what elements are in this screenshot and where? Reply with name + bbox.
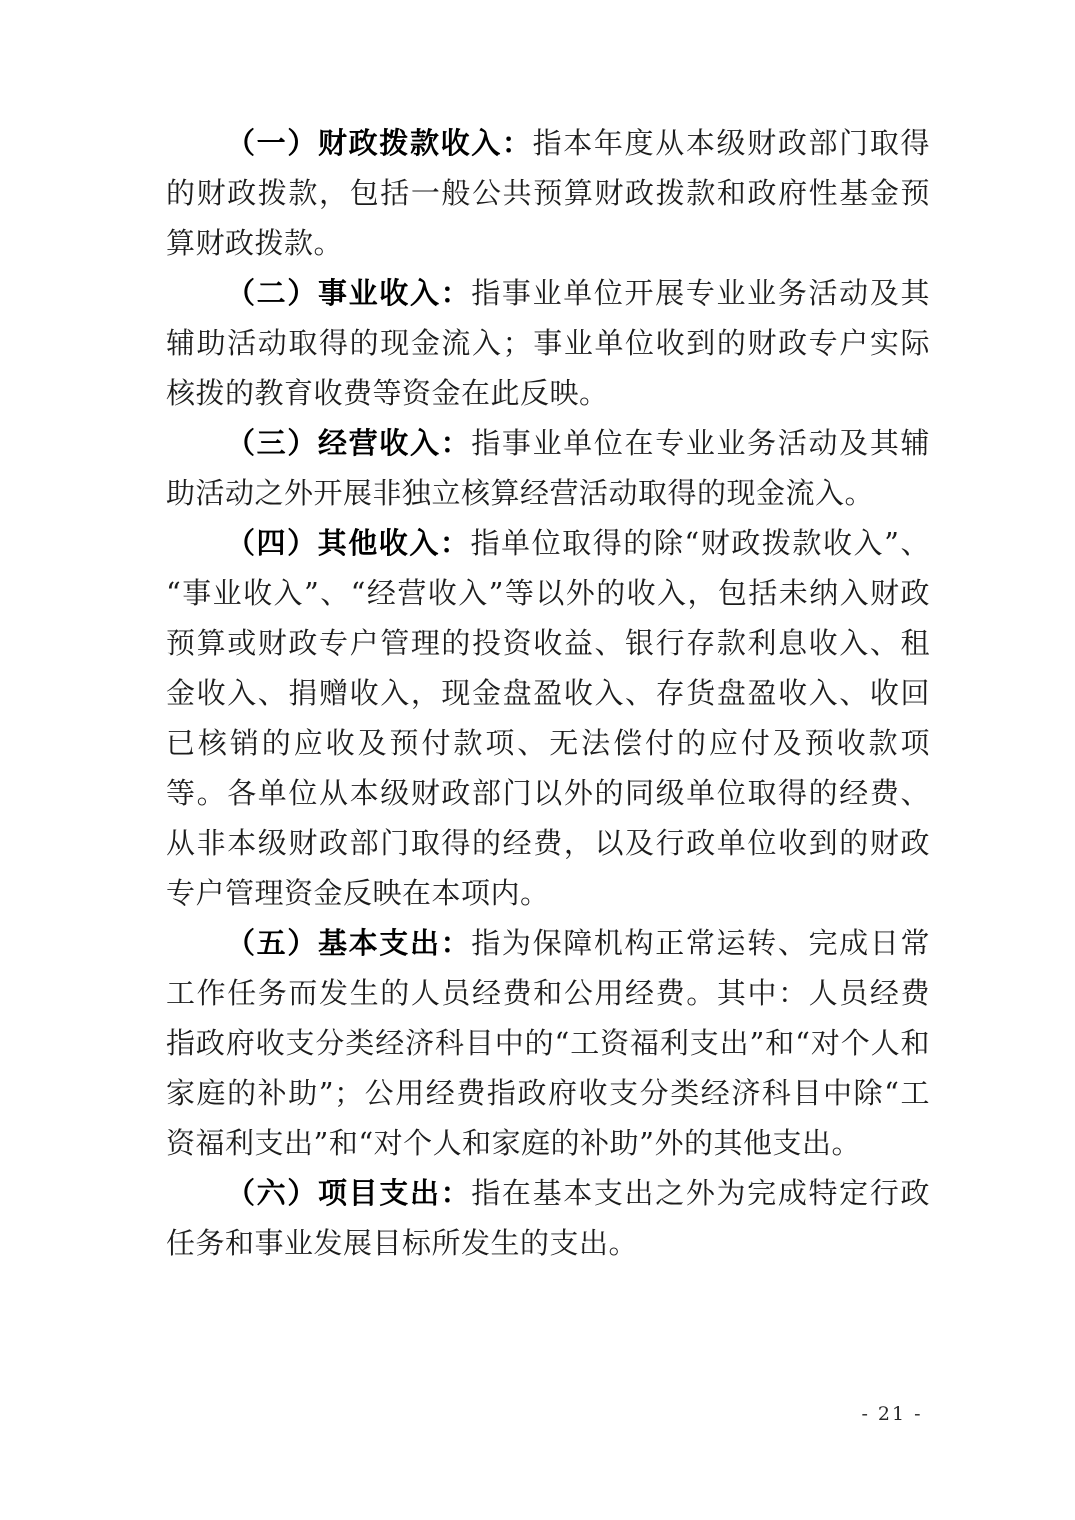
paragraph-fiscal-appropriation-income <box>166 118 930 268</box>
paragraph-body: 指事业单位开展专业业务活动及其辅助活动取得的现金流入；事业单位收到的财政专户实际核拨的教育收费等资金在此反映。 <box>166 276 930 410</box>
paragraph-heading: （三）经营收入： <box>226 426 472 460</box>
paragraph-project-expenditure <box>166 1168 930 1268</box>
paragraph-basic-expenditure <box>166 918 930 1168</box>
paragraph-heading: （五）基本支出： <box>226 926 472 960</box>
paragraph-business-income <box>166 418 930 518</box>
paragraph-body: 指本年度从本级财政部门取得的财政拨款，包括一般公共预算财政拨款和政府性基金预算财政拨款。 <box>166 126 930 260</box>
paragraph-other-income <box>166 518 930 918</box>
page-number: - 21 - <box>861 1403 923 1425</box>
paragraph-heading: （二）事业收入： <box>226 276 472 310</box>
paragraph-operational-income <box>166 268 930 418</box>
paragraph-heading: （六）项目支出： <box>226 1176 472 1210</box>
document-body <box>166 118 930 1268</box>
paragraph-heading: （四）其他收入： <box>226 526 471 560</box>
paragraph-body: 指在基本支出之外为完成特定行政任务和事业发展目标所发生的支出。 <box>166 1176 930 1260</box>
paragraph-heading: （一）财政拨款收入： <box>226 126 533 160</box>
paragraph-body: 指为保障机构正常运转、完成日常工作任务而发生的人员经费和公用经费。其中：人员经费指政府收支分类经济科目中的“工资福利支出”和“对个人和家庭的补助”；公用经费指政府收支分类经济科目中除“工资福利支出”和“对个人和家庭的补助”外的其他支出。 <box>166 926 930 1160</box>
paragraph-body: 指单位取得的除“财政拨款收入”、“事业收入”、“经营收入”等以外的收入，包括未纳入财政预算或财政专户管理的投资收益、银行存款利息收入、租金收入、捐赠收入，现金盘盈收入、存货盘盈收入、收回已核销的应收及预付款项、无法偿付的应付及预收款项等。各单位从本级财政部门以外的同级单位取得的经费、从非本级财政部门取得的经费，以及行政单位收到的财政专户管理资金反映在本项内。 <box>166 526 930 910</box>
paragraph-body: 指事业单位在专业业务活动及其辅助活动之外开展非独立核算经营活动取得的现金流入。 <box>166 426 930 510</box>
